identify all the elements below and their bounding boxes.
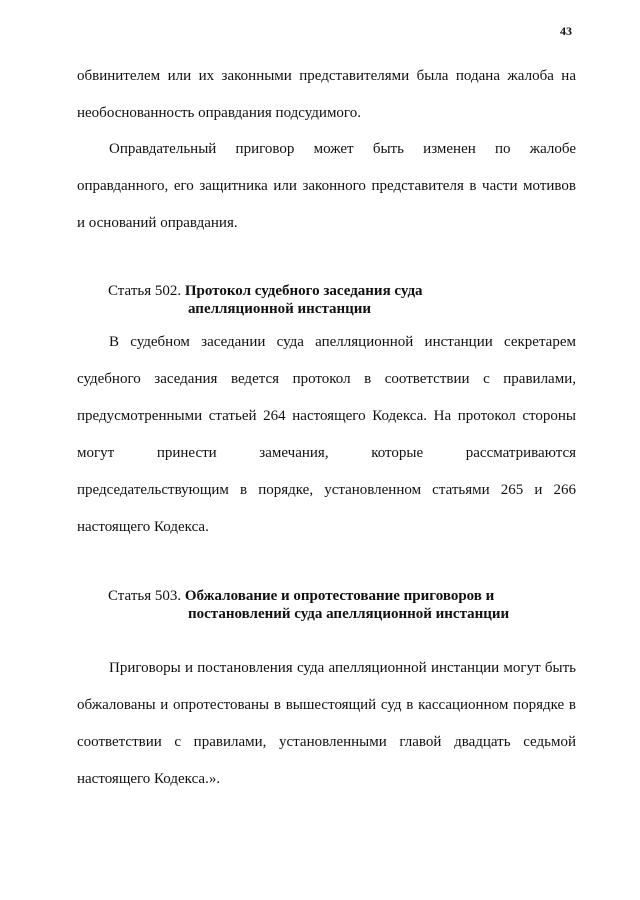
text-line: и оснований оправдания. (77, 215, 238, 231)
article-number: Статья 502. (108, 283, 182, 299)
paragraph-continuation (77, 58, 576, 132)
article-502-heading (108, 282, 423, 318)
text-line: могут принести замечания, которые рассматриваются (77, 445, 576, 461)
text-line: В судебном заседании суда апелляционной инстанции секретарем (109, 334, 576, 350)
text-line: судебного заседания ведется протокол в соответствии с правилами, (77, 371, 576, 387)
text-line: необоснованность оправдания подсудимого. (77, 105, 361, 121)
text-line: оправданного, его защитника или законного представителя в части мотивов (77, 178, 576, 194)
article-title: Протокол судебного заседания суда (184, 283, 423, 299)
page-number: 43 (560, 24, 572, 38)
text-line: настоящего Кодекса. (77, 519, 209, 535)
text-line: соответствии с правилами, установленными главой двадцать седьмой (77, 734, 576, 750)
paragraph-appeal (77, 650, 576, 798)
article-503-heading (108, 587, 509, 623)
paragraph-protocol (77, 324, 576, 546)
article-title-continued: постановлений суда апелляционной инстанции (188, 606, 510, 622)
text-line: председательствующим в порядке, установленном статьями 265 и 266 (77, 482, 576, 498)
text-line: обвинителем или их законными представителями была подана жалоба на (77, 68, 576, 84)
text-line: Оправдательный приговор может быть изменен по жалобе (109, 141, 576, 157)
article-title-continued: апелляционной инстанции (188, 301, 372, 317)
text-line: настоящего Кодекса.». (77, 771, 221, 787)
text-line: предусмотренными статьей 264 настоящего Кодекса. На протокол стороны (77, 408, 576, 424)
article-number: Статья 503. (108, 588, 182, 604)
paragraph-acquittal (77, 131, 576, 242)
text-line: обжалованы и опротестованы в вышестоящий суд в кассационном порядке в (77, 697, 576, 713)
article-title: Обжалование и опротестование приговоров и (184, 588, 495, 604)
text-line: Приговоры и постановления суда апелляционной инстанции могут быть (109, 660, 576, 676)
